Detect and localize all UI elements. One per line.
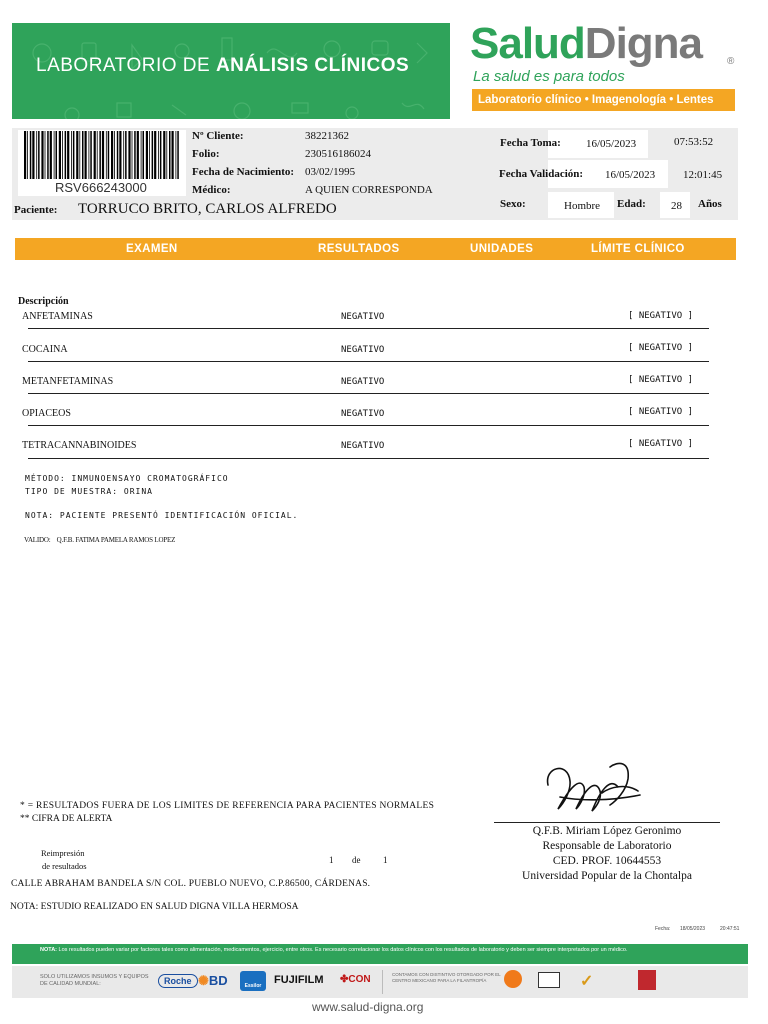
folio-label: Folio: [192,148,220,160]
cifra-alerta-legend: ** CIFRA DE ALERTA [20,814,113,824]
lifecon-label: CON [348,974,371,985]
signer-university: Universidad Popular de la Chontalpa [522,870,692,882]
medico-label: Médico: [192,184,231,196]
validacion-time: 12:01:45 [683,169,723,181]
esr-seal-icon [538,972,560,988]
signature-image [540,757,650,819]
row-divider [28,328,709,329]
muestra-note: TIPO DE MUESTRA: ORINA [25,487,153,496]
exam-name: TETRACANNABINOIDES [22,440,137,451]
footer-divider [382,970,383,994]
salud-digna-logo [470,19,703,68]
reprint-page: 1 [329,855,334,865]
row-divider [28,458,709,459]
sexo-label: Sexo: [500,198,526,210]
barcode-number: RSV666243000 [55,180,147,195]
logo-salud: Salud [470,19,585,68]
fuera-limites-legend: * = RESULTADOS FUERA DE LOS LIMITES DE REFERENCIA PARA PACIENTES NORMALES [20,801,435,811]
filantropia-seal-icon [504,970,522,988]
logo-registered-mark: ® [727,56,735,67]
print-stamp-date: 18/05/2023 [680,926,706,932]
reprint-label-2: de resultados [42,861,87,871]
medico-value: A QUIEN CORRESPONDA [305,184,433,196]
nacimiento-label: Fecha de Nacimiento: [192,166,295,178]
distintivo-text: CONTAMOS CON DISTINTIVO OTORGADO POR EL CENTRO MEXICANO PARA LA FILANTROPÍA [392,972,501,983]
toma-date: 16/05/2023 [586,138,637,150]
exam-limit: [ NEGATIVO ] [628,375,694,385]
metodo-note: MÉTODO: INMUNOENSAYO CROMATOGRÁFICO [25,474,229,483]
results-table-header [15,238,736,260]
services-bar: Laboratorio clínico • Imagenología • Lentes [472,89,735,111]
roche-logo: Roche [158,974,198,988]
exam-name: OPIACEOS [22,408,71,419]
footer-partners-band [12,966,748,998]
logo-digna: Digna [584,19,703,68]
exam-result: NEGATIVO [341,377,385,387]
exam-result: NEGATIVO [341,312,385,322]
reprint-de: de [352,855,361,865]
identificacion-note: NOTA: PACIENTE PRESENTÓ IDENTIFICACIÓN OFICIAL. [25,511,299,520]
study-location-note: NOTA: ESTUDIO REALIZADO EN SALUD DIGNA VILLA HERMOSA [10,902,299,912]
reprint-total: 1 [383,855,388,865]
signer-cedula: CED. PROF. 10644553 [552,855,662,867]
barcode-image [22,131,182,179]
exam-result: NEGATIVO [341,409,385,419]
banner-title-bold: ANÁLISIS CLÍNICOS [215,55,410,76]
cliente-value: 38221362 [305,130,349,142]
valido-note: VALIDO: Q.F.B. FATIMA PAMELA RAMOS LOPEZ [24,536,176,544]
col-unidades: UNIDADES [470,243,534,255]
sexo-value: Hombre [564,200,601,212]
toma-time: 07:53:52 [674,136,714,148]
print-stamp-label: Fecha: [655,926,671,932]
folio-value: 230516186024 [305,148,371,160]
col-limite: LÍMITE CLÍNICO [591,243,685,255]
exam-result: NEGATIVO [341,345,385,355]
paciente-label: Paciente: [14,204,58,216]
reprint-label-1: Reimpresión [41,848,85,858]
bd-icon: ✺ [198,973,209,988]
exam-limit: [ NEGATIVO ] [628,439,694,449]
cemefi-seal-icon [638,970,656,990]
row-divider [28,361,709,362]
footer-disclaimer [12,944,748,964]
lifecon-logo [340,974,371,985]
descripcion-heading: Descripción [18,296,69,307]
bd-label: BD [208,973,228,988]
signature-block [494,824,720,884]
banner-title-prefix: LABORATORIO DE [36,55,216,76]
lifecon-icon: ✤ [340,974,349,985]
toma-label: Fecha Toma: [500,137,561,149]
exam-name: METANFETAMINAS [22,376,114,387]
fujifilm-logo: FUJIFILM [274,974,324,986]
nacimiento-value: 03/02/1995 [305,166,356,178]
exam-result: NEGATIVO [341,441,385,451]
bd-logo [198,973,228,989]
disclaimer-bold: NOTA: [40,947,58,953]
great-place-seal-icon: ✓ [580,973,594,990]
edad-unit: Años [698,198,722,210]
col-examen: EXAMEN [126,243,178,255]
exam-limit: [ NEGATIVO ] [628,311,694,321]
insumos-text: SOLO UTILIZAMOS INSUMOS Y EQUIPOS DE CALIDAD MUNDIAL: [40,974,149,987]
paciente-name: TORRUCO BRITO, CARLOS ALFREDO [78,201,337,217]
edad-value: 28 [671,200,682,212]
exam-name: COCAINA [22,344,68,355]
disclaimer-text: Los resultados pueden variar por factores tales como alimentación, medicamentos, ejercicio, entre otros. Es necesario correlacionar los datos clínicos con los resultados de laboratorio y deben ser siempre interpretados por un médico. [57,947,628,953]
validacion-label: Fecha Validación: [499,168,584,180]
row-divider [28,393,709,394]
cliente-label: Nº Cliente: [192,130,244,142]
print-stamp-time: 20:47:51 [720,926,740,932]
banner-title [36,55,409,77]
validacion-date: 16/05/2023 [605,169,656,181]
signature-line [494,822,720,823]
edad-label: Edad: [617,198,646,210]
row-divider [28,425,709,426]
essilor-logo: Essilor [240,971,266,991]
exam-limit: [ NEGATIVO ] [628,343,694,353]
signer-name: Q.F.B. Miriam López Geronimo [532,825,682,837]
exam-limit: [ NEGATIVO ] [628,407,694,417]
col-resultados: RESULTADOS [318,243,400,255]
exam-name: ANFETAMINAS [22,311,93,322]
lab-address: CALLE ABRAHAM BANDELA S/N COL. PUEBLO NUEVO, C.P.86500, CÁRDENAS. [11,879,371,889]
signer-role: Responsable de Laboratorio [542,840,672,852]
logo-tagline: La salud es para todos [473,68,625,85]
website-link[interactable]: www.salud-digna.org [312,1000,424,1014]
